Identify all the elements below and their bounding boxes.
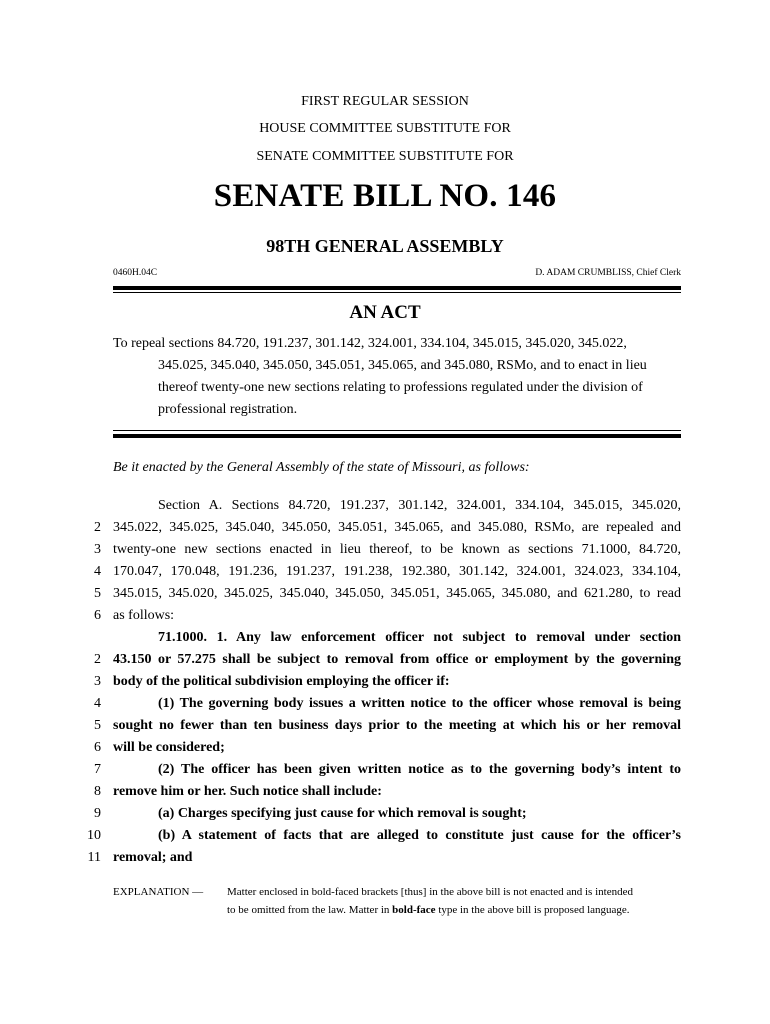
section-a-line: as follows: xyxy=(113,608,175,623)
act-rule-thick xyxy=(113,434,681,438)
section-a xyxy=(113,495,681,627)
line-number: 9 xyxy=(94,806,101,821)
section-a-line: twenty-one new sections enacted in lieu thereof, to be known as sections 71.1000, 84.720, xyxy=(113,542,681,557)
section-71-line: (2) The officer has been given written notice as to the governing body’s intent to xyxy=(158,762,681,777)
bill-title: SENATE BILL NO. 146 xyxy=(213,178,557,214)
explanation-text-line-1: Matter enclosed in bold-faced brackets [thus] in the above bill is not enacted and is intended xyxy=(227,886,633,898)
line-number: 8 xyxy=(94,784,101,799)
line-number: 6 xyxy=(94,608,101,623)
explanation-label: EXPLANATION — xyxy=(113,886,204,898)
act-title: AN ACT xyxy=(349,302,421,323)
line-number: 4 xyxy=(94,696,101,711)
header-rule-thick xyxy=(113,286,681,290)
act-description-line: professional registration. xyxy=(158,402,298,417)
header-rule-thin xyxy=(113,292,681,293)
section-71-line: remove him or her. Such notice shall include: xyxy=(113,784,382,799)
line-number: 11 xyxy=(87,850,101,865)
line-number: 5 xyxy=(94,586,101,601)
line-number: 2 xyxy=(94,520,101,535)
act-description xyxy=(113,333,681,421)
section-71-line: (a) Charges specifying just cause for which removal is sought; xyxy=(158,806,527,821)
line-number: 3 xyxy=(94,542,101,557)
section-a-line: 345.022, 345.025, 345.040, 345.050, 345.051, 345.065, and 345.080, RSMo, are repealed and xyxy=(113,520,681,535)
line-number: 6 xyxy=(94,740,101,755)
explanation-text-post: type in the above bill is proposed language. xyxy=(435,904,630,916)
line-number: 10 xyxy=(87,828,101,843)
senate-substitute-line: SENATE COMMITTEE SUBSTITUTE FOR xyxy=(256,149,514,164)
section-71-line: will be considered; xyxy=(113,740,225,755)
document-code: 0460H.04C xyxy=(113,268,158,278)
line-number: 7 xyxy=(94,762,101,777)
line-number: 3 xyxy=(94,674,101,689)
section-71-line: removal; and xyxy=(113,850,193,865)
act-description-first-line: To repeal sections 84.720, 191.237, 301.142, 324.001, 334.104, 345.015, 345.020, 345.022, xyxy=(113,336,627,351)
line-number: 4 xyxy=(94,564,101,579)
act-description-line: thereof twenty-one new sections relating to professions regulated under the division of xyxy=(158,380,643,395)
house-substitute-line: HOUSE COMMITTEE SUBSTITUTE FOR xyxy=(259,121,511,136)
chief-clerk: D. ADAM CRUMBLISS, Chief Clerk xyxy=(535,268,681,278)
line-number: 5 xyxy=(94,718,101,733)
section-71-line: 43.150 or 57.275 shall be subject to removal from office or employment by the governing xyxy=(113,652,681,667)
explanation-text-pre: to be omitted from the law. Matter in xyxy=(227,904,393,916)
section-71-line: body of the political subdivision employing the officer if: xyxy=(113,674,450,689)
section-71-line: (1) The governing body issues a written notice to the officer whose removal is being xyxy=(158,696,681,711)
session-line: FIRST REGULAR SESSION xyxy=(301,94,469,109)
enacting-clause: Be it enacted by the General Assembly of the state of Missouri, as follows: xyxy=(113,460,530,475)
general-assembly: 98TH GENERAL ASSEMBLY xyxy=(266,236,504,256)
line-number: 2 xyxy=(94,652,101,667)
explanation-bold-face: bold-face xyxy=(392,904,436,916)
section-a-line: 345.015, 345.020, 345.025, 345.040, 345.050, 345.051, 345.065, 345.080, and 621.280, to read xyxy=(113,586,681,601)
section-a-line-numbers xyxy=(71,495,101,627)
act-description-line: 345.025, 345.040, 345.050, 345.051, 345.065, and 345.080, RSMo, and to enact in lieu xyxy=(158,358,647,373)
section-a-line: Section A. Sections 84.720, 191.237, 301.142, 324.001, 334.104, 345.015, 345.020, xyxy=(158,498,681,513)
explanation-text-line-2 xyxy=(227,901,630,919)
section-71-line: (b) A statement of facts that are alleged to constitute just cause for the officer’s xyxy=(158,828,681,843)
section-71-1000 xyxy=(113,627,681,869)
section-71-line: sought no fewer than ten business days prior to the meeting at which his or her removal xyxy=(113,718,681,733)
section-a-line: 170.047, 170.048, 191.236, 191.237, 191.238, 192.380, 301.142, 324.001, 324.023, 334.104, xyxy=(113,564,681,579)
section-71-line-numbers xyxy=(71,627,101,869)
section-71-line: 71.1000. 1. Any law enforcement officer not subject to removal under section xyxy=(158,630,681,645)
act-rule-thin xyxy=(113,430,681,431)
